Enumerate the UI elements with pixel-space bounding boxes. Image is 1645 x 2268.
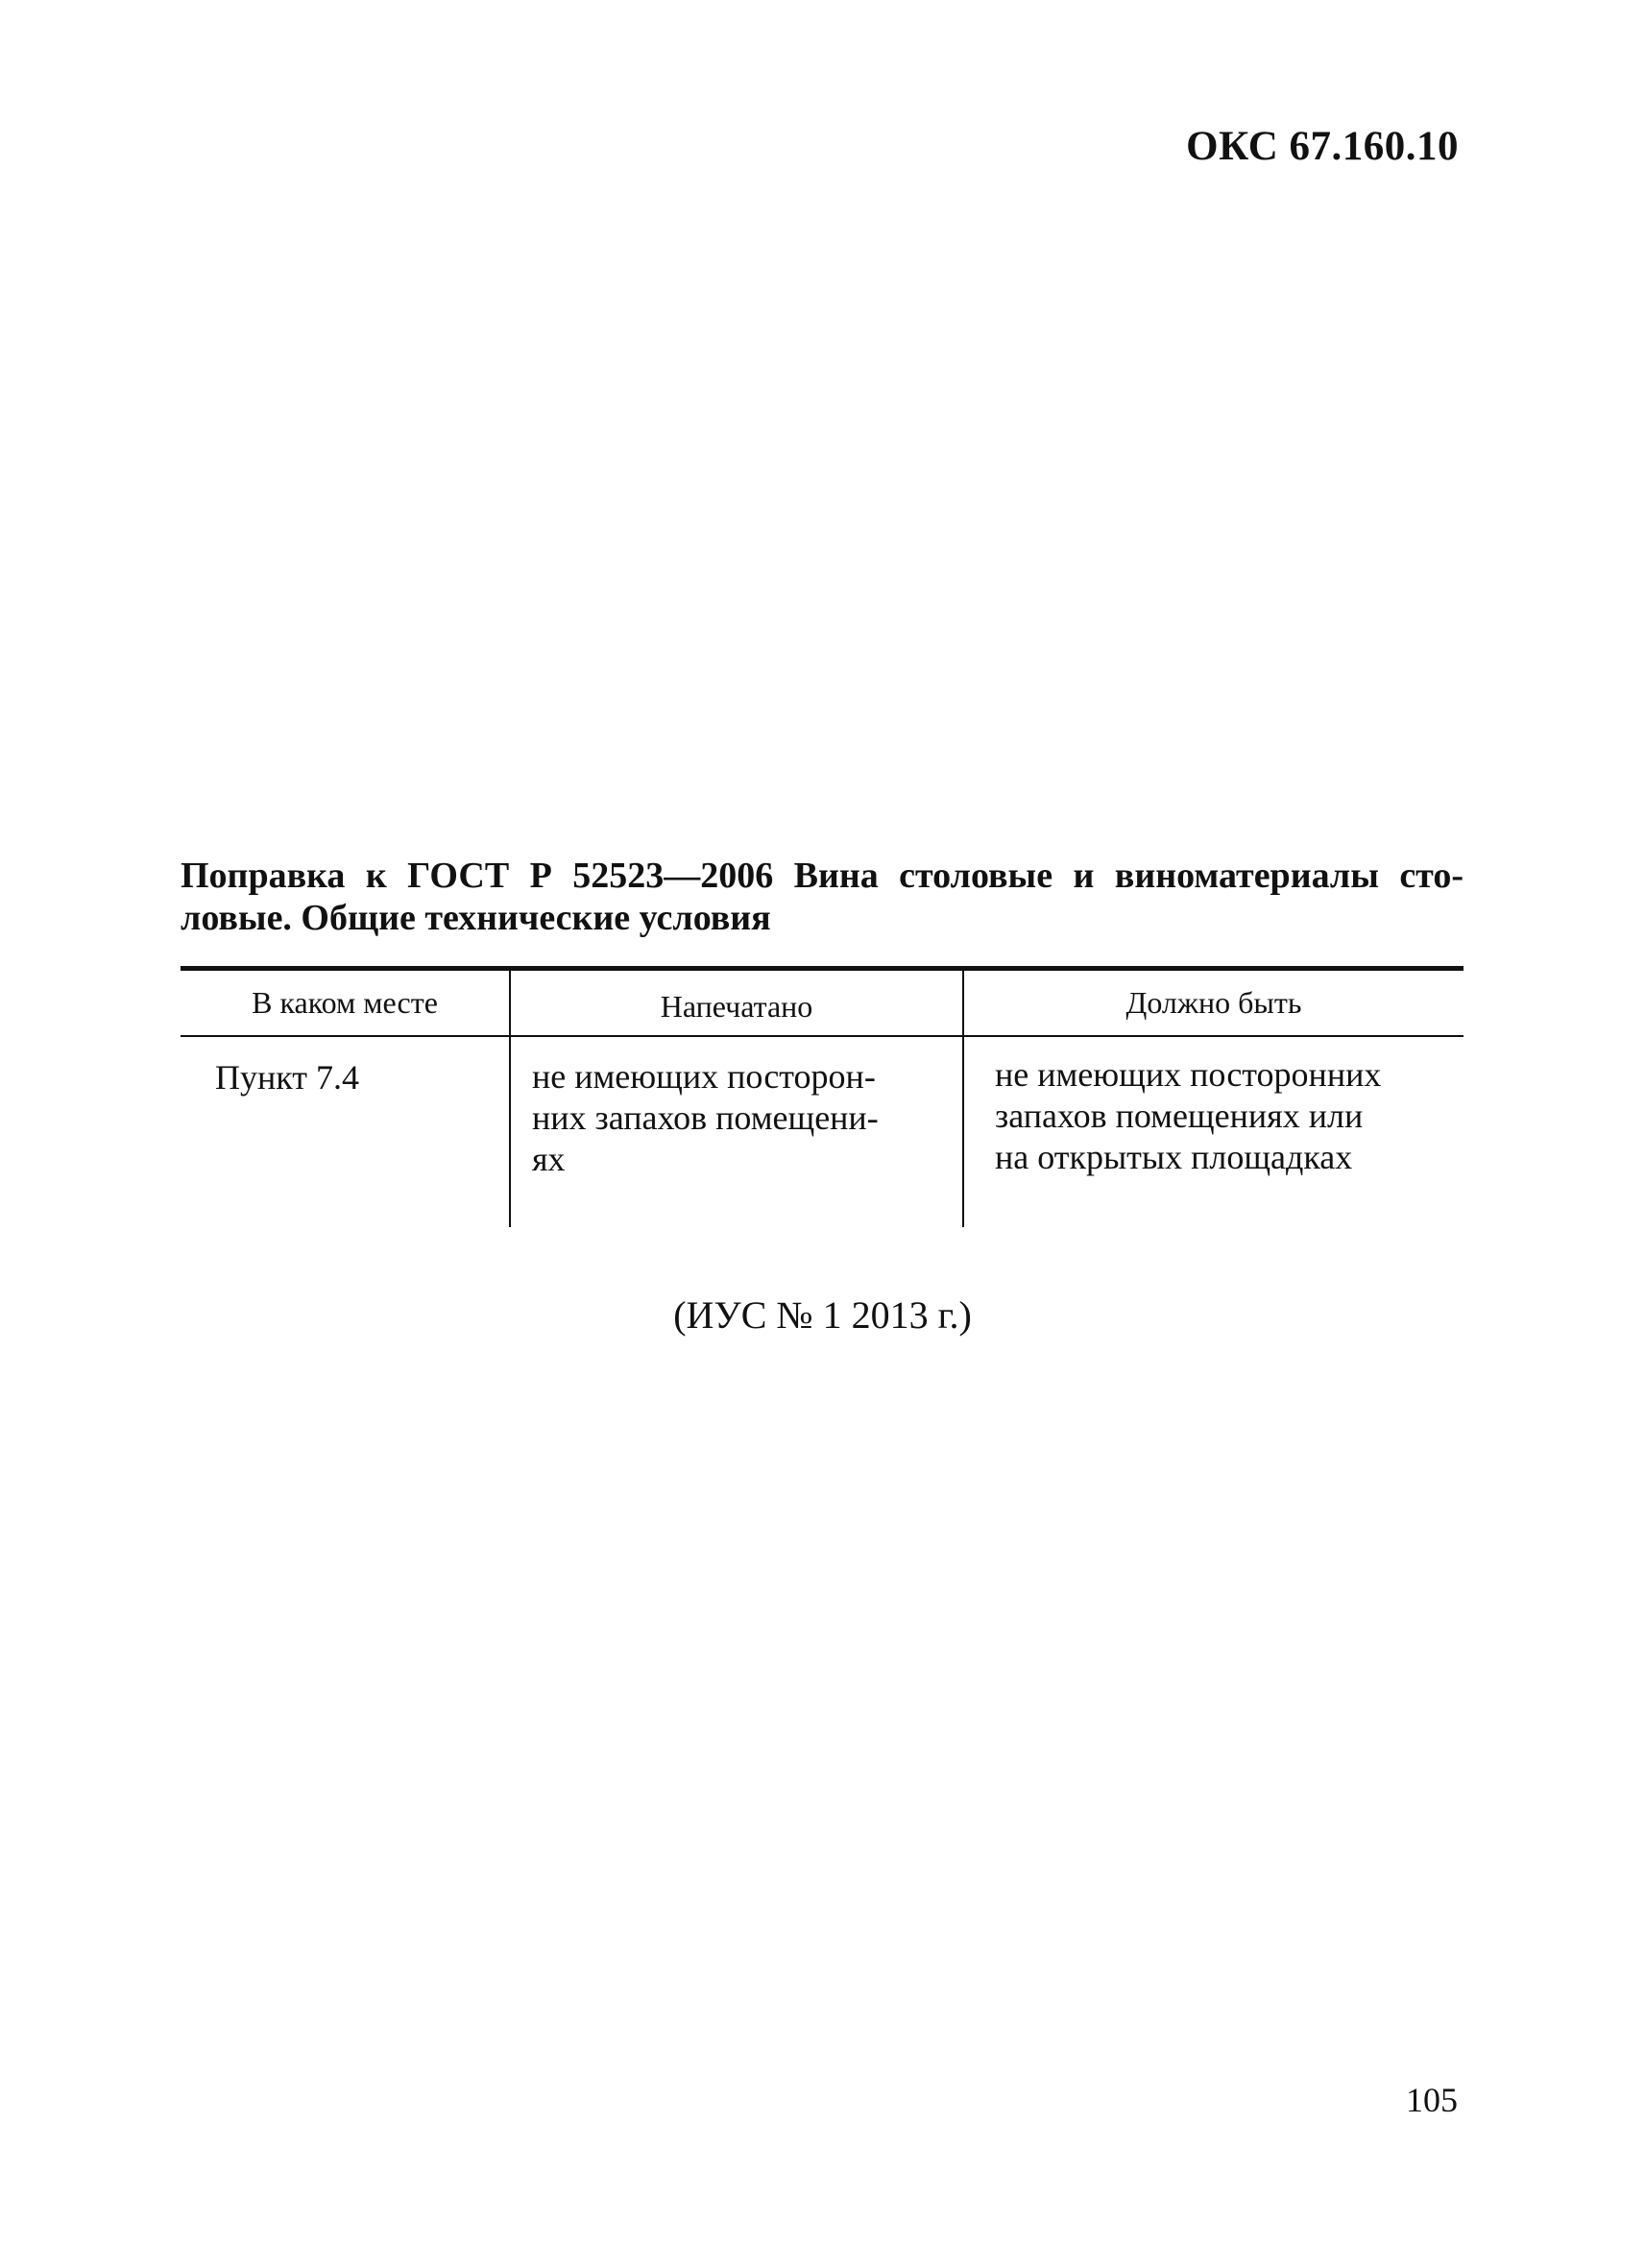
table-top-rule (181, 966, 1464, 971)
column-header-should-be: Должно быть (1125, 985, 1302, 1020)
should-be-line: не имеющих посторонних (995, 1055, 1382, 1094)
page-number: 105 (1406, 2081, 1458, 2119)
should-be-line: на открытых площадках (995, 1138, 1353, 1176)
column-header-printed: Напечатано (660, 989, 813, 1024)
amendment-table (181, 966, 1464, 1227)
printed-line: не имеющих посторон- (532, 1057, 876, 1096)
classification-code: ОКС 67.160.10 (1186, 124, 1459, 169)
title-line-2: ловые. Общие технические условия (181, 898, 771, 938)
printed-line: них запахов помещени- (532, 1098, 879, 1137)
document-title (181, 855, 1464, 939)
printed-line: ях (532, 1140, 566, 1178)
should-be-line: запахов помещениях или (995, 1097, 1364, 1135)
table-cell-printed (532, 1056, 879, 1180)
table-header-rule (181, 1035, 1464, 1037)
source-reference: (ИУС № 1 2013 г.) (673, 1293, 972, 1337)
column-header-place: В каком месте (252, 985, 438, 1020)
table-cell-place: Пункт 7.4 (215, 1058, 360, 1097)
table-cell-should-be (995, 1054, 1381, 1178)
title-line-1: Поправка к ГОСТ Р 52523—2006 Вина столовые и виноматериалы сто- (181, 856, 1464, 896)
